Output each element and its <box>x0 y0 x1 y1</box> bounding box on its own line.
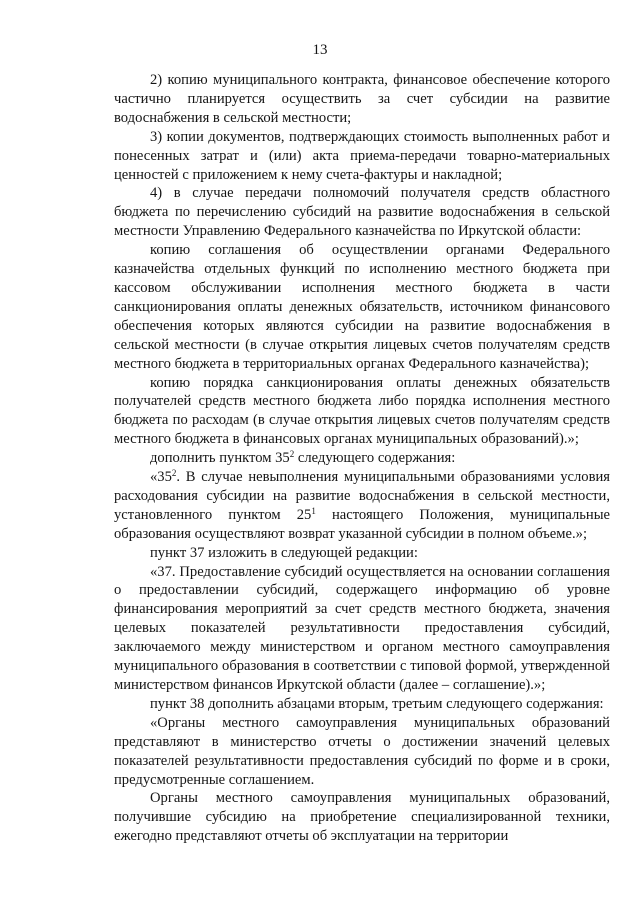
text-fragment: настоящего Положения, муниципальные образования осуществляют возврат указанной субсидии в полном объеме.»; <box>114 506 611 542</box>
paragraph-point-35-2 <box>114 468 610 544</box>
text-fragment: . В случае невыполнения муниципальными образованиями условия расходования субсидии на развитие водоснабжения в сельской местности, установленного пунктом 25 <box>114 469 610 523</box>
paragraph-equipment-reports: Органы местного самоуправления муниципальных образований, получившие субсидию на приобретение специализированной техники, ежегодно представляют отчеты об эксплуатации на территории <box>114 790 610 845</box>
text-fragment: дополнить пунктом 35 <box>150 450 290 467</box>
paragraph-procedure-copy: копию порядка санкционирования оплаты денежных обязательств получателей средств местного бюджета либо порядка исполнения местного бюджета по расходам (в случае открытия лицевых счетов получателям средств местного бюджета в финансовых органах муниципальных образований).»; <box>114 374 610 448</box>
paragraph-agreement-copy: копию соглашения об осуществлении органами Федерального казначейства отдельных функций по исполнению местного бюджета при кассовом обслуживании исполнения местного бюджета в части санкционирования оплаты денежных обязательств, источником финансового обеспечения которых являются субсидии на развитие водоснабжения в сельской местности (в случае открытия лицевых счетов получателям средств местного бюджета в территориальных органах Федерального казначейства); <box>114 242 610 372</box>
superscript: 2 <box>289 449 295 460</box>
text-fragment: следующего содержания: <box>294 450 456 467</box>
paragraph-item-2: 2) копию муниципального контракта, финансовое обеспечение которого частично планируется осуществить за счет субсидии на развитие водоснабжения в сельской местности; <box>114 72 610 126</box>
page-number: 13 <box>312 42 328 58</box>
paragraph-point-37-intro: пункт 37 изложить в следующей редакции: <box>150 544 418 561</box>
superscript: 1 <box>311 505 316 516</box>
text-fragment: «35 <box>150 469 172 486</box>
document-body <box>114 71 610 846</box>
paragraph-point-38-intro: пункт 38 дополнить абзацами вторым, третьим следующего содержания: <box>150 695 604 712</box>
paragraph-item-3: 3) копии документов, подтверждающих стоимость выполненных работ и понесенных затрат и (или) акта приема-передачи товарно-материальных ценностей с приложением к нему счета-фактуры и накладной; <box>114 128 610 183</box>
superscript: 2 <box>171 468 177 479</box>
paragraph-add-point-35-2 <box>114 449 610 468</box>
paragraph-point-37: «37. Предоставление субсидий осуществляется на основании соглашения о предоставлении субсидий, содержащего информацию об уровне финансирования мероприятий за счет средств местного бюджета, значения целевых показателей результативности предоставления субсидий, заключаемого между министерством и органом местного самоуправления муниципального образования в соответствии с типовой формой, утвержденной министерством финансов Иркутской области (далее – соглашение).»; <box>114 563 610 693</box>
paragraph-reports: «Органы местного самоуправления муниципальных образований представляют в министерство отчеты о достижении значений целевых показателей результативности предоставления субсидий по форме и в сроки, предусмотренные соглашением. <box>114 714 610 788</box>
paragraph-item-4: 4) в случае передачи полномочий получателя средств областного бюджета по перечислению субсидий на развитие водоснабжения в сельской местности Управлению Федерального казначейства по Иркутской области: <box>114 185 610 240</box>
